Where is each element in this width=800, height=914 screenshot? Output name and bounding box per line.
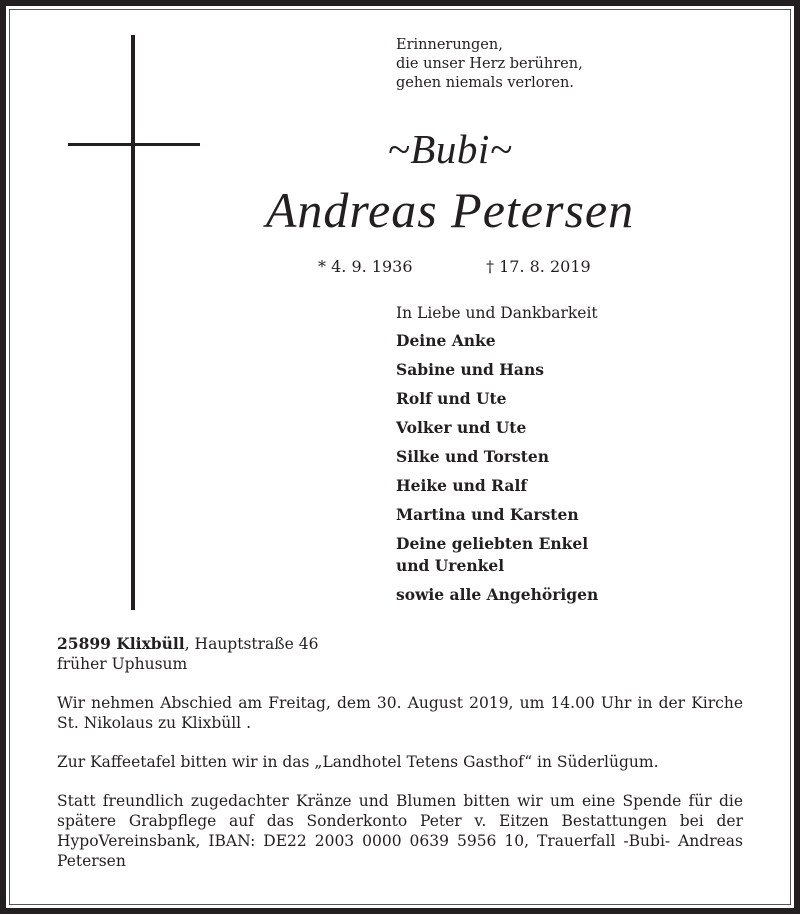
birth-date: * 4. 9. 1936 [318, 257, 413, 276]
donation-notice: Statt freundlich zugedachter Kränze und Blumen bitten wir um eine Spende für die spätere Grabpflege auf das Sonderkonto Peter v. Eitzen Bestattungen bei der HypoVereinsbank, IBAN: DE22 2003 0000 0639 5956 10, Trauerfall -Bubi- Andreas Petersen [57, 792, 743, 870]
mourner: Deine Anke [396, 331, 496, 350]
coffee-notice: Zur Kaffeetafel bitten wir in das „Landhotel Tetens Gasthof“ in Süderlügum. [57, 753, 659, 771]
mourner: Heike und Ralf [396, 476, 528, 495]
mourner: und Urenkel [396, 556, 505, 575]
motto [396, 36, 583, 93]
deceased-name: Andreas Petersen [265, 182, 635, 238]
mourner: Volker und Ute [396, 418, 527, 437]
mourners-list [396, 302, 598, 613]
motto-line: Erinnerungen, [396, 37, 503, 53]
mourner: Martina und Karsten [396, 505, 579, 524]
postcode-city: 25899 Klixbüll [57, 634, 185, 653]
mourner: Deine geliebten Enkel [396, 534, 589, 553]
mourner: Rolf und Ute [396, 389, 507, 408]
cross-horizontal-beam [68, 143, 200, 146]
mourner: Sabine und Hans [396, 360, 544, 379]
mourner: sowie alle Angehörigen [396, 585, 599, 604]
mourner: Silke und Torsten [396, 447, 550, 466]
death-date: † 17. 8. 2019 [486, 257, 591, 276]
motto-line: die unser Herz berühren, [396, 56, 583, 72]
nickname: ~Bubi~ [387, 126, 513, 172]
former-residence: früher Uphusum [57, 655, 188, 673]
address [57, 634, 318, 674]
cross-vertical-beam [131, 35, 135, 610]
mourners-intro: In Liebe und Dankbarkeit [396, 304, 598, 322]
address-line [57, 634, 318, 654]
funeral-notice: Wir nehmen Abschied am Freitag, dem 30. August 2019, um 14.00 Uhr in der Kirche St. Nikolaus zu Klixbüll . [57, 694, 743, 732]
motto-line: gehen niemals verloren. [396, 75, 574, 91]
street: , Hauptstraße 46 [184, 635, 319, 653]
